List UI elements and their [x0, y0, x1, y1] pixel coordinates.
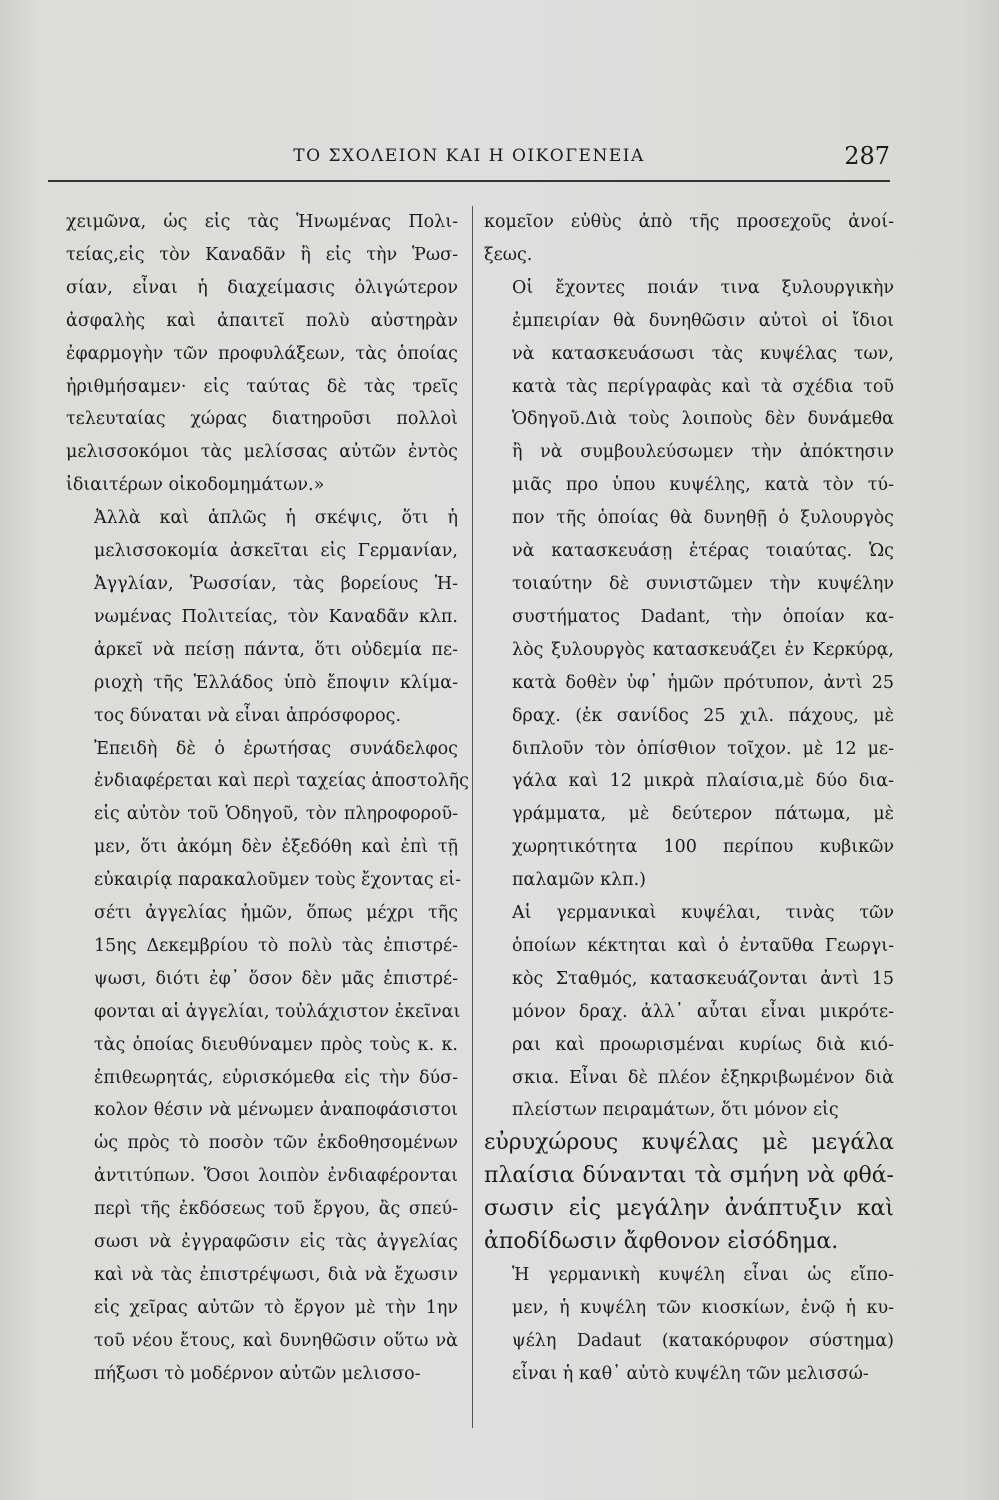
text-line: Οἱ ἔχοντες ποιάν τινα ξυλουργικὴν [512, 277, 894, 298]
text-line: χειμῶνα, ὡς εἰς τὰς Ἡνωμένας Πολι- [66, 212, 458, 232]
text-line: ραι καὶ προωρισμέναι κυρίως διὰ κιό- [512, 1034, 894, 1055]
text-line: Ἡ γερμανικὴ κυψέλη εἶναι ὡς εἴπο- [512, 1265, 894, 1285]
text-line: Ἀλλὰ καὶ ἁπλῶς ἡ σκέψις, ὅτι ἡ [94, 508, 458, 529]
paragraph [66, 733, 469, 1391]
text-line: ψέλη Dadaut (κατακόρυφον σύστημα) [512, 1330, 894, 1351]
text-line: ἐπιθεωρητάς, εὑρισκόμεθα εἰς τὴν δύσ- [94, 1067, 458, 1088]
page-header [48, 142, 890, 182]
text-line: ἀρκεῖ νὰ πείσῃ πάντα, ὅτι οὐδεμία πε- [94, 639, 458, 660]
right-column [484, 206, 894, 1391]
text-line: εὐρυχώρους κυψέλας μὲ μεγάλα [484, 1130, 894, 1156]
text-line: ὁποίων κέκτηται καὶ ὁ ἐνταῦθα Γεωργι- [512, 935, 894, 956]
text-line: ἐφαρμογὴν τῶν προφυλάξεων, τὰς ὁποίας [66, 343, 458, 364]
text-line: μελισσοκόμοι τὰς μελίσσας αὐτῶν ἐντὸς [66, 442, 458, 463]
text-line: σωσι νὰ ἐγγραφῶσιν εἰς τὰς ἀγγελίας [94, 1232, 458, 1253]
text-line: ξεως. [484, 244, 533, 265]
paragraph [484, 272, 894, 897]
text-line: Ἀγγλίαν, Ῥωσσίαν, τὰς βορείους Ἡ- [94, 573, 458, 594]
text-line: ἐνδιαφέρεται καὶ περὶ ταχείας ἀποστολῆς [94, 771, 469, 792]
text-line: παλαμῶν κλπ.) [512, 870, 646, 891]
text-line: ἠριθμήσαμεν· εἰς ταύτας δὲ τὰς τρεῖς [66, 376, 458, 397]
paragraph [484, 1127, 894, 1259]
text-line: ἀποδίδωσιν ἄφθονον εἰσόδημα. [484, 1229, 839, 1255]
text-line: ἀσφαλὴς καὶ ἀπαιτεῖ πολὺ αὐστηρὰν [66, 310, 458, 331]
text-line: Ὁδηγοῦ.Διὰ τοὺς λοιποὺς δὲν δυνάμεθα [512, 409, 894, 430]
text-line: εἶναι ἡ καθ᾽ αὐτὸ κυψέλη τῶν μελισσώ- [512, 1363, 869, 1384]
running-title: ΤΟ ΣΧΟΛΕΙΟΝ ΚΑΙ Η ΟΙΚΟΓΕΝΕΙΑ [293, 146, 645, 166]
text-line: εἰς χεῖρας αὐτῶν τὸ ἔργον μὲ τὴν 1ην [94, 1297, 458, 1318]
text-line: σωσιν εἰς μεγάλην ἀνάπτυξιν καὶ [484, 1196, 894, 1222]
text-line: νὰ κατασκευάσωσι τὰς κυψέλας των, [512, 343, 894, 364]
paragraph [484, 206, 894, 272]
text-line: πλαίσια δύνανται τὰ σμήνη νὰ φθά- [484, 1163, 894, 1189]
text-line: κατὰ δοθὲν ὑφ᾽ ἡμῶν πρότυπον, ἀντὶ 25 [512, 672, 894, 693]
text-line: ἰδιαιτέρων οἰκοδομημάτων.» [66, 475, 325, 496]
page-number: 287 [844, 142, 890, 170]
paragraph [66, 206, 458, 502]
text-line: ψωσι, διότι ἐφ᾽ ὅσον δὲν μᾶς ἐπιστρέ- [94, 968, 458, 989]
text-line: Ἐπειδὴ δὲ ὁ ἐρωτήσας συνάδελφος [94, 738, 458, 759]
text-line: φονται αἱ ἀγγελίαι, τοὐλάχιστον ἐκεῖναι [94, 1001, 461, 1022]
text-line: νωμένας Πολιτείας, τὸν Καναδᾶν κλπ. [94, 606, 458, 627]
text-line: τείας,εἰς τὸν Καναδᾶν ἢ εἰς τὴν Ῥωσ- [66, 244, 458, 265]
text-line: μεν, ὅτι ἀκόμη δὲν ἐξεδόθη καὶ ἐπὶ τῇ [94, 837, 458, 858]
text-line: ριοχὴ τῆς Ἑλλάδος ὑπὸ ἔποψιν κλίμα- [94, 672, 458, 693]
text-line: νὰ κατασκευάσῃ ἑτέρας τοιαύτας. Ὡς [512, 541, 894, 562]
text-line: καὶ νὰ τὰς ἐπιστρέψωσι, διὰ νὰ ἔχωσιν [94, 1265, 458, 1285]
text-line: κομεῖον εὐθὺς ἀπὸ τῆς προσεχοῦς ἀνοί- [484, 212, 894, 232]
text-line: σίαν, εἶναι ἡ διαχείμασις ὀλιγώτερον [66, 277, 458, 298]
text-line: 15ης Δεκεμβρίου τὸ πολὺ τὰς ἐπιστρέ- [94, 935, 458, 956]
text-line: πον τῆς ὁποίας θὰ δυνηθῇ ὁ ξυλουργὸς [512, 508, 894, 529]
text-line: κατὰ τὰς περίγραφὰς καὶ τὰ σχέδια τοῦ [512, 376, 894, 397]
text-line: διπλοῦν τὸν ὀπίσθιον τοῖχον. μὲ 12 με- [512, 738, 894, 759]
text-line: τοιαύτην δὲ συνιστῶμεν τὴν κυψέλην [512, 573, 894, 594]
text-line: μιᾶς προ ὑπου κυψέλης, κατὰ τὸν τύ- [512, 475, 894, 496]
text-line: μόνον δραχ. ἀλλ᾽ αὗται εἶναι μικρότε- [512, 1001, 894, 1022]
text-line: σκια. Εἶναι δὲ πλέον ἐξηκριβωμένον διὰ [512, 1067, 894, 1088]
text-line: κὸς Σταθμός, κατασκευάζονται ἀντὶ 15 [512, 968, 894, 989]
text-line: εἰς αὐτὸν τοῦ Ὁδηγοῦ, τὸν πληροφοροῦ- [94, 804, 458, 825]
text-line: γάλα καὶ 12 μικρὰ πλαίσια,μὲ δύο δια- [512, 771, 894, 792]
text-line: περὶ τῆς ἐκδόσεως τοῦ ἔργου, ἂς σπεύ- [94, 1199, 458, 1220]
text-line: Αἱ γερμανικαὶ κυψέλαι, τινὰς τῶν [512, 903, 894, 924]
text-line: κολον θέσιν νὰ μένωμεν ἀναποφάσιστοι [94, 1100, 458, 1121]
text-line: ἐμπειρίαν θὰ δυνηθῶσιν αὐτοὶ οἱ ἴδιοι [512, 310, 894, 331]
column-divider [472, 206, 473, 1428]
text-line: τελευταίας χώρας διατηροῦσι πολλοὶ [66, 409, 458, 430]
text-line: τὰς ὁποίας διευθύναμεν πρὸς τοὺς κ. κ. [94, 1034, 458, 1055]
text-line: μεν, ἡ κυψέλη τῶν κιοσκίων, ἐνῷ ἡ κυ- [512, 1297, 894, 1318]
text-line: σέτι ἀγγελίας ἡμῶν, ὅπως μέχρι τῆς [94, 903, 458, 924]
left-column [66, 206, 469, 1391]
text-line: τοῦ νέου ἔτους, καὶ δυνηθῶσιν οὕτω νὰ [94, 1330, 458, 1351]
text-line: πλείστων πειραμάτων, ὅτι μόνον εἰς [512, 1100, 839, 1121]
text-line: ἀντιτύπων. Ὅσοι λοιπὸν ἐνδιαφέρονται [94, 1166, 458, 1187]
text-line: δραχ. (ἐκ σανίδος 25 χιλ. πάχους, μὲ [512, 705, 894, 726]
text-line: πήξωσι τὸ μοδέρνον αὐτῶν μελισσο- [94, 1363, 421, 1384]
paragraph [66, 502, 458, 732]
paragraph [484, 897, 894, 1127]
text-line: ὡς πρὸς τὸ ποσὸν τῶν ἐκδοθησομένων [94, 1133, 458, 1154]
text-line: χωρητικότητα 100 περίπου κυβικῶν [512, 837, 894, 858]
text-line: μελισσοκομία ἀσκεῖται εἰς Γερμανίαν, [94, 541, 458, 562]
text-line: συστήματος Dadant, τὴν ὁποίαν κα- [512, 606, 894, 627]
text-line: εὐκαιρίᾳ παρακαλοῦμεν τοὺς ἔχοντας εἰ- [94, 870, 462, 891]
text-line: λὸς ξυλουργὸς κατασκευάζει ἐν Κερκύρᾳ, [512, 639, 894, 660]
text-line: τος δύναται νὰ εἶναι ἀπρόσφορος. [94, 705, 402, 726]
header-rule [48, 180, 890, 182]
paragraph [484, 1259, 894, 1391]
text-line: γράμματα, μὲ δεύτερον πάτωμα, μὲ [512, 804, 894, 825]
text-line: ἢ νὰ συμβουλεύσωμεν τὴν ἀπόκτησιν [512, 442, 894, 463]
